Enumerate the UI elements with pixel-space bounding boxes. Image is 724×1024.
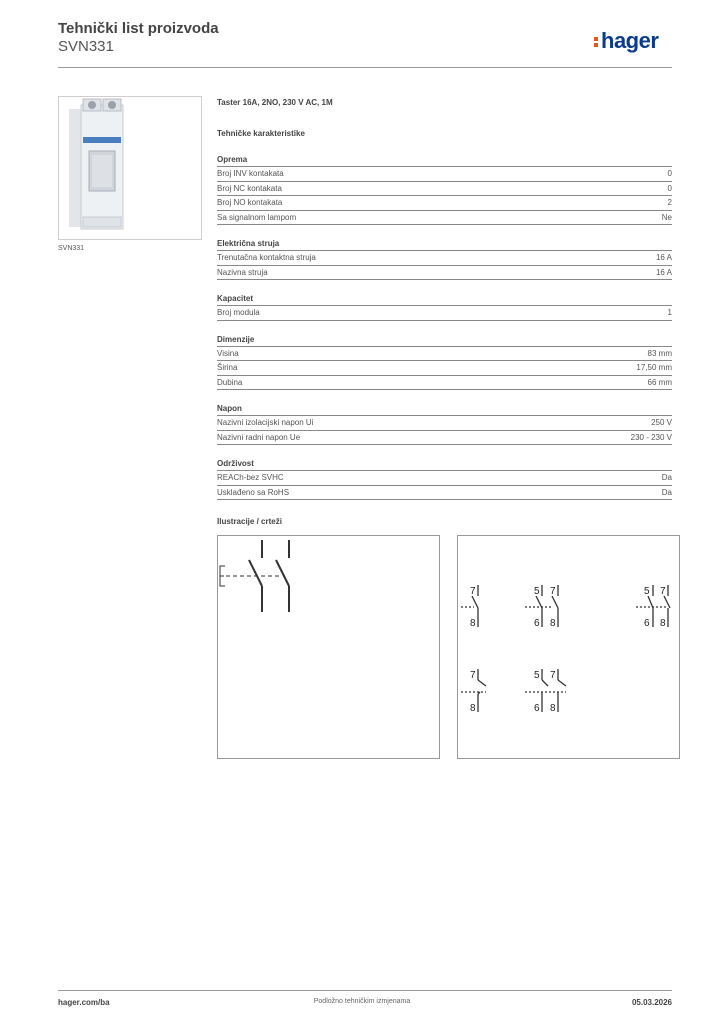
spec-groups [217, 153, 672, 500]
terminal-7-label: 7 [660, 586, 666, 597]
spec-label: Nazivni izolacijski napon Ui [217, 418, 314, 427]
terminal-7-label: 7 [550, 586, 556, 597]
spec-label: Visina [217, 348, 239, 358]
spec-label: Broj modula [217, 308, 260, 317]
spec-label: Širina [217, 363, 238, 372]
terminal-6-label: 6 [534, 703, 540, 714]
spec-group [217, 237, 672, 280]
spec-value: 16 A [655, 267, 672, 277]
spec-label: Nazivni radni napon Ue [217, 432, 301, 442]
spec-content [217, 96, 672, 500]
terminal-8-label: 8 [470, 703, 476, 714]
spec-value: 0 [667, 169, 672, 178]
contact-symbols-icon [458, 536, 679, 758]
product-name: Taster 16A, 2NO, 230 V AC, 1M [217, 98, 333, 107]
spec-row [217, 416, 672, 431]
terminal-7-label: 7 [470, 586, 476, 597]
spec-value: 83 mm [647, 348, 672, 358]
illustrations-title: Ilustracije / crteži [217, 517, 282, 526]
logo-text: hager [601, 28, 659, 53]
logo-dots-icon [594, 35, 598, 49]
footer-disclaimer: Podložno tehničkim izmjenama [313, 998, 411, 1005]
spec-label: Broj NO kontakata [217, 198, 283, 207]
spec-value: 0 [667, 183, 672, 193]
hager-logo[interactable] [594, 28, 658, 54]
group-title: Električna struja [217, 237, 672, 251]
group-title: Održivost [217, 457, 672, 471]
terminal-8-label: 8 [550, 703, 556, 714]
spec-value: 17,50 mm [636, 363, 672, 372]
spec-row [217, 306, 672, 321]
spec-value: 1 [667, 308, 672, 317]
spec-row [217, 347, 672, 362]
terminal-6-label: 6 [534, 618, 540, 629]
page-title: Tehnički list proizvoda [58, 20, 219, 37]
spec-value: 16 A [655, 253, 672, 262]
spec-value: 230 - 230 V [630, 432, 672, 442]
spec-label: Broj INV kontakata [217, 169, 284, 178]
spec-row [217, 361, 672, 376]
spec-value: Da [661, 487, 672, 497]
spec-row [217, 431, 672, 446]
spec-value: 250 V [651, 418, 672, 427]
header-divider [58, 67, 672, 68]
terminal-8-label: 8 [660, 618, 666, 629]
spec-label: Nazivna struja [217, 267, 268, 277]
spec-row [217, 251, 672, 266]
footer-website-link[interactable]: hager.com/ba [58, 998, 110, 1007]
spec-row [217, 182, 672, 197]
spec-group [217, 153, 672, 225]
spec-row [217, 486, 672, 501]
spec-label: Usklađeno sa RoHS [217, 487, 290, 497]
push-button-device-icon [59, 97, 201, 239]
terminal-8-label: 8 [470, 618, 476, 629]
spec-row [217, 471, 672, 486]
footer-divider [58, 990, 672, 991]
spec-label: Broj NC kontakata [217, 183, 282, 193]
spec-label: Trenutačna kontaktna struja [217, 253, 316, 262]
wiring-diagram-box [217, 535, 440, 759]
terminal-5-label: 5 [534, 670, 540, 681]
spec-row [217, 196, 672, 211]
terminal-6-label: 6 [644, 618, 650, 629]
spec-row [217, 266, 672, 281]
spec-label: Sa signalnom lampom [217, 212, 297, 222]
group-title: Dimenzije [217, 333, 672, 347]
image-caption: SVN331 [58, 245, 85, 252]
spec-label: Dubina [217, 377, 243, 387]
spec-group [217, 292, 672, 321]
spec-row [217, 376, 672, 391]
wiring-diagram-icon [218, 536, 439, 758]
spec-row [217, 211, 672, 226]
spec-value: Ne [661, 212, 672, 222]
spec-label: REACh-bez SVHC [217, 473, 284, 482]
footer-date: 05.03.2026 [631, 998, 672, 1007]
contact-symbols-box [457, 535, 680, 759]
spec-group [217, 402, 672, 445]
spec-value: 2 [667, 198, 672, 207]
terminal-7-label: 7 [470, 670, 476, 681]
terminal-5-label: 5 [534, 586, 540, 597]
group-title: Napon [217, 402, 672, 416]
terminal-8-label: 8 [550, 618, 556, 629]
product-image [58, 96, 202, 240]
terminal-5-label: 5 [644, 586, 650, 597]
section-title: Tehničke karakteristike [217, 129, 305, 138]
spec-group [217, 457, 672, 500]
product-code: SVN331 [58, 38, 114, 55]
group-title: Kapacitet [217, 292, 672, 306]
group-title: Oprema [217, 153, 672, 167]
spec-row [217, 167, 672, 182]
spec-value: Da [661, 473, 672, 482]
terminal-7-label: 7 [550, 670, 556, 681]
spec-group [217, 333, 672, 391]
spec-value: 66 mm [647, 377, 672, 387]
